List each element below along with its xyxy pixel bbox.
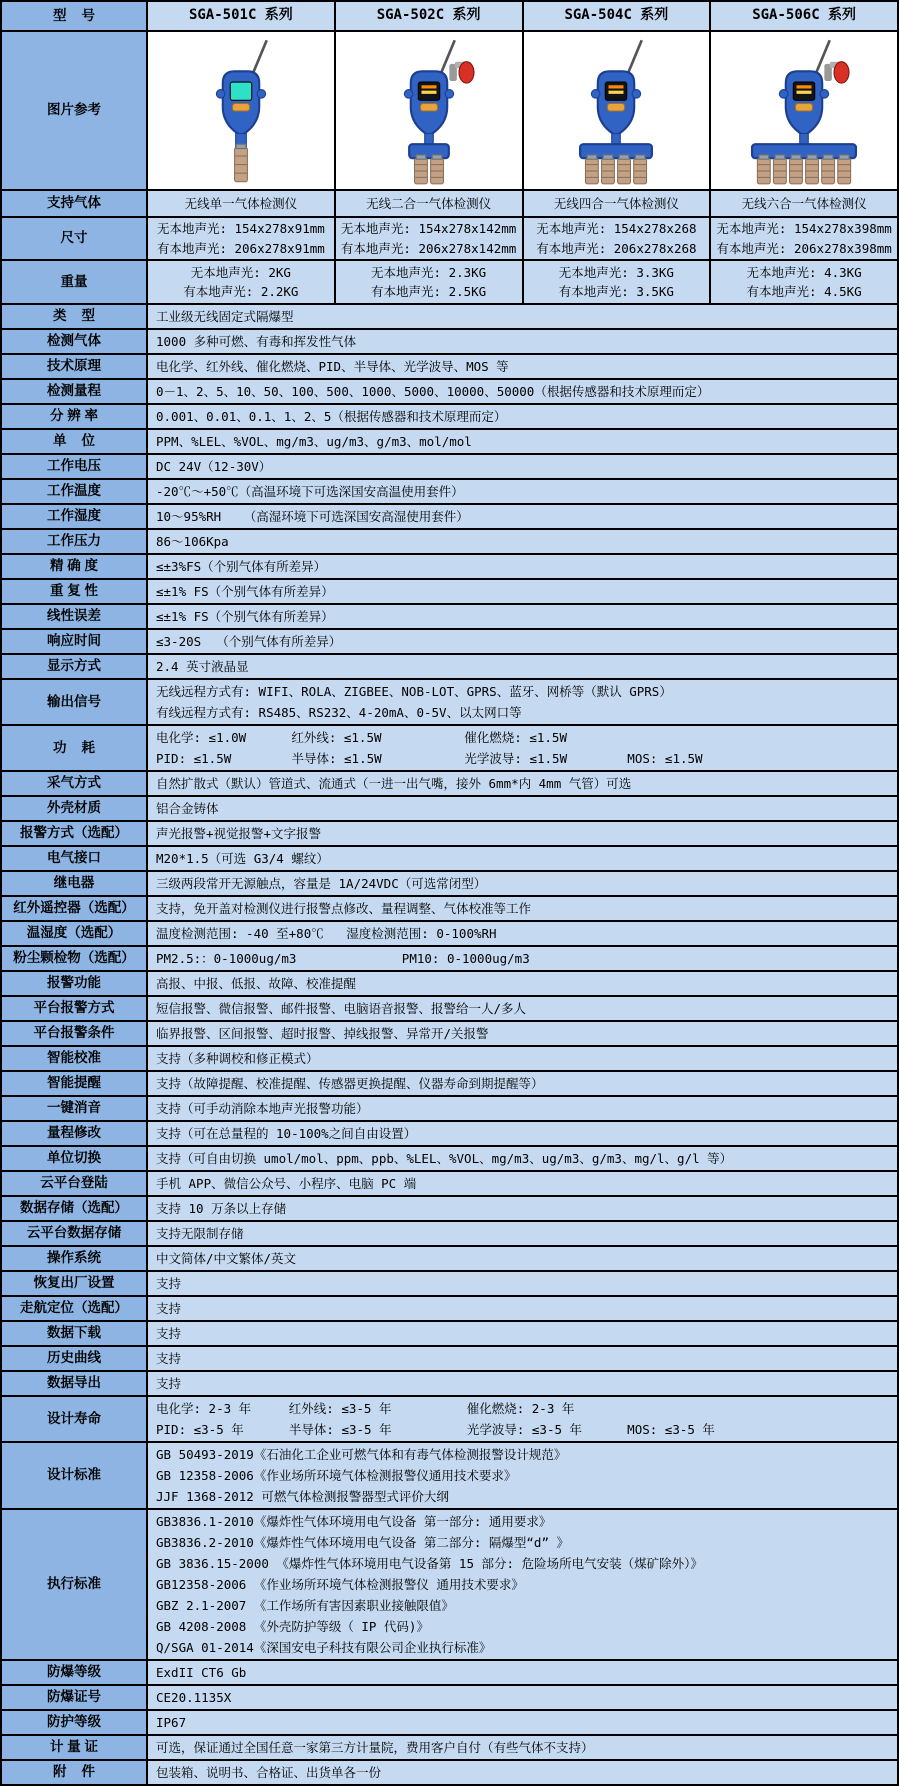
spec-value-line: GB12358-2006 《作业场所环境气体检测报警仪 通用技术要求》 xyxy=(156,1577,524,1592)
spec-label: 重 复 性 xyxy=(2,580,148,603)
spec-row xyxy=(2,897,897,922)
spec-label: 云平台数据存储 xyxy=(2,1222,148,1245)
weight-label: 重量 xyxy=(2,261,148,303)
spec-row xyxy=(2,1172,897,1197)
supported-gas-label: 支持气体 xyxy=(2,191,148,216)
spec-row xyxy=(2,330,897,355)
spec-row xyxy=(2,947,897,972)
spec-row xyxy=(2,505,897,530)
supported-gas-row xyxy=(2,191,897,218)
spec-value-line: 10～95%RH （高湿环境下可选深国安高湿使用套件） xyxy=(156,509,469,524)
spec-value xyxy=(148,1686,897,1709)
spec-value xyxy=(148,1197,897,1220)
spec-row xyxy=(2,355,897,380)
spec-label: 执行标准 xyxy=(2,1510,148,1659)
spec-label: 工作湿度 xyxy=(2,505,148,528)
spec-value-line: ExdII CT6 Gb xyxy=(156,1665,247,1680)
spec-value xyxy=(148,1222,897,1245)
spec-label: 智能校准 xyxy=(2,1047,148,1070)
header-model-label: 型 号 xyxy=(2,2,148,30)
spec-label: 附 件 xyxy=(2,1761,148,1784)
spec-label: 分 辨 率 xyxy=(2,405,148,428)
spec-value xyxy=(148,1711,897,1734)
spec-value-line: 支持 xyxy=(156,1276,182,1291)
spec-value-line: CE20.1135X xyxy=(156,1690,232,1705)
spec-value xyxy=(148,1172,897,1195)
spec-value-line: 86～106Kpa xyxy=(156,534,229,549)
spec-row xyxy=(2,997,897,1022)
spec-value xyxy=(148,772,897,795)
size-line: 无本地声光: 154x278x398mm xyxy=(716,221,892,237)
spec-value-line: 支持 xyxy=(156,1326,182,1341)
spec-value-line: GB 12358-2006《作业场所环境气体检测报警仪通用技术要求》 xyxy=(156,1468,517,1483)
gas-detector-image xyxy=(729,36,879,186)
spec-label: 防爆等级 xyxy=(2,1661,148,1684)
spec-value xyxy=(148,605,897,628)
spec-value xyxy=(148,1122,897,1145)
spec-label: 粉尘颗检物（选配） xyxy=(2,947,148,970)
spec-value xyxy=(148,1022,897,1045)
spec-label: 功 耗 xyxy=(2,726,148,770)
spec-value-line: 铝合金铸体 xyxy=(156,801,219,816)
spec-row xyxy=(2,305,897,330)
spec-value xyxy=(148,972,897,995)
gas-detector-image xyxy=(354,36,504,186)
spec-row xyxy=(2,405,897,430)
spec-value xyxy=(148,1247,897,1270)
size-line: 有本地声光: 206x278x142mm xyxy=(340,240,517,256)
size-line: 有本地声光: 206x278x398mm xyxy=(716,240,892,256)
spec-value-line: -20℃～+50℃（高温环境下可选深国安高温使用套件） xyxy=(156,484,464,499)
weight-value xyxy=(711,261,897,303)
spec-value xyxy=(148,1372,897,1395)
spec-label: 工作温度 xyxy=(2,480,148,503)
spec-label: 历史曲线 xyxy=(2,1347,148,1370)
spec-label: 采气方式 xyxy=(2,772,148,795)
spec-label: 走航定位（选配） xyxy=(2,1297,148,1320)
spec-value-line: 温度检测范围: -40 至+80℃ 湿度检测范围: 0-100%RH xyxy=(156,926,497,941)
weight-value xyxy=(524,261,712,303)
spec-value xyxy=(148,1272,897,1295)
spec-row xyxy=(2,972,897,997)
header-model-sga-501c: SGA-501C 系列 xyxy=(148,2,336,30)
spec-value xyxy=(148,1347,897,1370)
spec-row xyxy=(2,555,897,580)
header-row xyxy=(2,2,897,32)
supported-gas-value: 无线六合一气体检测仪 xyxy=(711,191,897,216)
spec-value xyxy=(148,505,897,528)
spec-value-line: 支持 xyxy=(156,1376,182,1391)
spec-label: 平台报警条件 xyxy=(2,1022,148,1045)
spec-value-line: GB3836.1-2010《爆炸性气体环境用电气设备 第一部分: 通用要求》 xyxy=(156,1514,552,1529)
spec-row xyxy=(2,530,897,555)
spec-value xyxy=(148,922,897,945)
spec-value xyxy=(148,1443,897,1508)
spec-value-line: 支持 xyxy=(156,1351,182,1366)
spec-label: 外壳材质 xyxy=(2,797,148,820)
spec-label: 类 型 xyxy=(2,305,148,328)
size-label: 尺寸 xyxy=(2,218,148,259)
spec-label: 计 量 证 xyxy=(2,1736,148,1759)
spec-value-line: 0－1、2、5、10、50、100、500、1000、5000、10000、50000（根据传感器和技术原理而定） xyxy=(156,384,710,399)
spec-label: 技术原理 xyxy=(2,355,148,378)
spec-label: 工作电压 xyxy=(2,455,148,478)
spec-value xyxy=(148,947,897,970)
spec-value-line: DC 24V（12-30V） xyxy=(156,459,272,474)
spec-value-line: 支持（可自由切换 umol/mol、ppm、ppb、%LEL、%VOL、mg/m3、ug/m3、g/m3、mg/l、g/l 等） xyxy=(156,1151,733,1166)
spec-row xyxy=(2,822,897,847)
supported-gas-value: 无线四合一气体检测仪 xyxy=(524,191,712,216)
spec-value xyxy=(148,480,897,503)
device-image-cell xyxy=(336,32,524,189)
spec-row xyxy=(2,726,897,772)
weight-value xyxy=(336,261,524,303)
weight-line: 有本地声光: 4.5KG xyxy=(746,284,862,299)
spec-value-line: M20*1.5（可选 G3/4 螺纹） xyxy=(156,851,329,866)
spec-value xyxy=(148,897,897,920)
weight-line: 无本地声光: 2KG xyxy=(190,264,291,280)
size-value xyxy=(524,218,712,259)
spec-value xyxy=(148,1661,897,1684)
spec-value-line: 0.001、0.01、0.1、1、2、5（根据传感器和技术原理而定） xyxy=(156,409,507,424)
spec-label: 报警功能 xyxy=(2,972,148,995)
spec-value-line: 支持（多种调校和修正模式） xyxy=(156,1051,319,1066)
spec-value-line: PID: ≤3-5 年 半导体: ≤3-5 年 光学波导: ≤3-5 年 MOS: ≤3-5 年 xyxy=(156,1422,715,1437)
spec-value-line: 支持无限制存储 xyxy=(156,1226,244,1241)
spec-label: 智能提醒 xyxy=(2,1072,148,1095)
spec-value-line: 支持（故障提醒、校准提醒、传感器更换提醒、仪器寿命到期提醒等） xyxy=(156,1076,544,1091)
spec-value-line: 三级两段常开无源触点，容量是 1A/24VDC（可选常闭型） xyxy=(156,876,487,891)
spec-row xyxy=(2,1147,897,1172)
spec-row xyxy=(2,1022,897,1047)
spec-label: 继电器 xyxy=(2,872,148,895)
spec-value-line: 支持，免开盖对检测仪进行报警点修改、量程调整、气体校准等工作 xyxy=(156,901,532,916)
spec-value-line: PPM、%LEL、%VOL、mg/m3、ug/m3、g/m3、mol/mol xyxy=(156,434,472,449)
spec-row xyxy=(2,455,897,480)
spec-value-line: GBZ 2.1-2007 《工作场所有害因素职业接触限值》 xyxy=(156,1598,454,1613)
specs-body xyxy=(2,305,897,1784)
spec-row xyxy=(2,1736,897,1761)
spec-value xyxy=(148,997,897,1020)
spec-value-line: 有线远程方式有: RS485、RS232、4-20mA、0-5V、以太网口等 xyxy=(156,705,522,720)
spec-row xyxy=(2,605,897,630)
spec-value xyxy=(148,847,897,870)
spec-label: 电气接口 xyxy=(2,847,148,870)
spec-value xyxy=(148,655,897,678)
spec-row xyxy=(2,380,897,405)
device-image-cell xyxy=(711,32,897,189)
weight-line: 无本地声光: 2.3KG xyxy=(371,264,487,280)
spec-row xyxy=(2,1661,897,1686)
spec-value-line: 可选，保证通过全国任意一家第三方计量院，费用客户自付（有些气体不支持） xyxy=(156,1740,594,1755)
spec-label: 温湿度（选配） xyxy=(2,922,148,945)
spec-value xyxy=(148,1322,897,1345)
size-line: 有本地声光: 206x278x268 xyxy=(536,240,697,256)
spec-label: 精 确 度 xyxy=(2,555,148,578)
spec-value xyxy=(148,680,897,724)
spec-value xyxy=(148,455,897,478)
spec-label: 检测量程 xyxy=(2,380,148,403)
weight-line: 无本地声光: 4.3KG xyxy=(746,264,862,280)
spec-label: 红外遥控器（选配） xyxy=(2,897,148,920)
spec-row xyxy=(2,772,897,797)
spec-value-line: ≤±3%FS（个别气体有所差异） xyxy=(156,559,327,574)
spec-label: 线性误差 xyxy=(2,605,148,628)
spec-row xyxy=(2,872,897,897)
spec-row xyxy=(2,480,897,505)
spec-label: 报警方式（选配） xyxy=(2,822,148,845)
spec-label: 一键消音 xyxy=(2,1097,148,1120)
spec-value xyxy=(148,1147,897,1170)
spec-label: 操作系统 xyxy=(2,1247,148,1270)
spec-row xyxy=(2,1122,897,1147)
spec-value xyxy=(148,797,897,820)
spec-value xyxy=(148,1397,897,1441)
spec-label: 显示方式 xyxy=(2,655,148,678)
supported-gas-value: 无线二合一气体检测仪 xyxy=(336,191,524,216)
spec-label: 工作压力 xyxy=(2,530,148,553)
spec-row xyxy=(2,655,897,680)
spec-value-line: 包装箱、说明书、合格证、出货单各一份 xyxy=(156,1765,382,1780)
spec-value-line: 中文简体/中文繁体/英文 xyxy=(156,1251,297,1266)
spec-value xyxy=(148,822,897,845)
size-value xyxy=(711,218,897,259)
spec-value xyxy=(148,430,897,453)
size-row xyxy=(2,218,897,261)
size-value xyxy=(336,218,524,259)
spec-value-line: 短信报警、微信报警、邮件报警、电脑语音报警、报警给一人/多人 xyxy=(156,1001,527,1016)
spec-value-line: ≤±1% FS（个别气体有所差异） xyxy=(156,609,334,624)
spec-value-line: Q/SGA 01-2014《深国安电子科技有限公司企业执行标准》 xyxy=(156,1640,492,1655)
spec-row xyxy=(2,1197,897,1222)
spec-label: 数据导出 xyxy=(2,1372,148,1395)
spec-label: 量程修改 xyxy=(2,1122,148,1145)
spec-row xyxy=(2,1322,897,1347)
spec-row xyxy=(2,430,897,455)
spec-value-line: 电化学: 2-3 年 红外线: ≤3-5 年 催化燃烧: 2-3 年 xyxy=(156,1401,575,1416)
spec-value-line: 声光报警+视觉报警+文字报警 xyxy=(156,826,322,841)
spec-value-line: PM2.5:：0-1000ug/m3 PM10: 0-1000ug/m3 xyxy=(156,951,530,966)
spec-value-line: 2.4 英寸液晶显 xyxy=(156,659,249,674)
weight-line: 有本地声光: 2.2KG xyxy=(183,284,299,299)
spec-value-line: ≤±1% FS（个别气体有所差异） xyxy=(156,584,334,599)
weight-line: 无本地声光: 3.3KG xyxy=(558,264,674,280)
spec-value-line: 高报、中报、低报、故障、校准提醒 xyxy=(156,976,357,991)
weight-line: 有本地声光: 2.5KG xyxy=(371,284,487,299)
spec-value-line: 手机 APP、微信公众号、小程序、电脑 PC 端 xyxy=(156,1176,417,1191)
spec-value-line: 无线远程方式有: WIFI、ROLA、ZIGBEE、NOB-LOT、GPRS、蓝牙、网桥等（默认 GPRS） xyxy=(156,684,672,699)
spec-value xyxy=(148,1047,897,1070)
spec-label: 检测气体 xyxy=(2,330,148,353)
gas-detector-image xyxy=(541,36,691,186)
supported-gas-value: 无线单一气体检测仪 xyxy=(148,191,336,216)
spec-label: 响应时间 xyxy=(2,630,148,653)
header-model-sga-504c: SGA-504C 系列 xyxy=(524,2,712,30)
spec-value xyxy=(148,405,897,428)
spec-value xyxy=(148,305,897,328)
size-line: 无本地声光: 154x278x91mm xyxy=(156,221,325,237)
spec-label: 平台报警方式 xyxy=(2,997,148,1020)
header-model-sga-502c: SGA-502C 系列 xyxy=(336,2,524,30)
spec-row xyxy=(2,1272,897,1297)
header-model-sga-506c: SGA-506C 系列 xyxy=(711,2,897,30)
spec-value-line: 1000 多种可燃、有毒和挥发性气体 xyxy=(156,334,357,349)
spec-row xyxy=(2,1510,897,1661)
spec-label: 防爆证号 xyxy=(2,1686,148,1709)
weight-row xyxy=(2,261,897,305)
spec-row xyxy=(2,1372,897,1397)
spec-row xyxy=(2,847,897,872)
weight-value xyxy=(148,261,336,303)
spec-row xyxy=(2,580,897,605)
size-line: 无本地声光: 154x278x142mm xyxy=(340,221,517,237)
spec-row xyxy=(2,1072,897,1097)
spec-value xyxy=(148,1736,897,1759)
device-image-cell xyxy=(524,32,712,189)
spec-value-line: 支持 xyxy=(156,1301,182,1316)
spec-row xyxy=(2,1686,897,1711)
spec-value-line: PID: ≤1.5W 半导体: ≤1.5W 光学波导: ≤1.5W MOS: ≤1.5W xyxy=(156,751,703,766)
spec-label: 数据存储（选配） xyxy=(2,1197,148,1220)
spec-value xyxy=(148,555,897,578)
spec-row xyxy=(2,1443,897,1510)
size-line: 无本地声光: 154x278x268 xyxy=(536,221,697,237)
spec-value-line: 电化学、红外线、催化燃烧、PID、半导体、光学波导、MOS 等 xyxy=(156,359,509,374)
spec-value-line: 支持 10 万条以上存储 xyxy=(156,1201,287,1216)
spec-row xyxy=(2,1297,897,1322)
spec-label: 防护等级 xyxy=(2,1711,148,1734)
spec-row xyxy=(2,630,897,655)
spec-label: 云平台登陆 xyxy=(2,1172,148,1195)
image-row xyxy=(2,32,897,191)
spec-row xyxy=(2,1222,897,1247)
size-value xyxy=(148,218,336,259)
spec-row xyxy=(2,680,897,726)
spec-label: 输出信号 xyxy=(2,680,148,724)
spec-value xyxy=(148,1297,897,1320)
spec-label: 设计标准 xyxy=(2,1443,148,1508)
spec-value xyxy=(148,1761,897,1784)
spec-label: 恢复出厂设置 xyxy=(2,1272,148,1295)
spec-value xyxy=(148,380,897,403)
spec-value xyxy=(148,330,897,353)
spec-value-line: GB 3836.15-2000 《爆炸性气体环境用电气设备第 15 部分: 危险场所电气安装（煤矿除外）》 xyxy=(156,1556,703,1571)
spec-value-line: 临界报警、区间报警、超时报警、掉线报警、异常开/关报警 xyxy=(156,1026,489,1041)
spec-value xyxy=(148,630,897,653)
spec-value xyxy=(148,355,897,378)
spec-row xyxy=(2,922,897,947)
spec-value-line: GB 50493-2019《石油化工企业可燃气体和有毒气体检测报警设计规范》 xyxy=(156,1447,567,1462)
weight-line: 有本地声光: 3.5KG xyxy=(558,284,674,299)
spec-value xyxy=(148,530,897,553)
device-image-cell xyxy=(148,32,336,189)
spec-label: 数据下载 xyxy=(2,1322,148,1345)
gas-detector-image xyxy=(166,36,316,186)
spec-value xyxy=(148,1510,897,1659)
spec-row xyxy=(2,1097,897,1122)
spec-value-line: GB 4208-2008 《外壳防护等级（ IP 代码)》 xyxy=(156,1619,429,1634)
spec-value-line: 自然扩散式（默认）管道式、流通式（一进一出气嘴，接外 6mm*内 4mm 气管）可选 xyxy=(156,776,632,791)
spec-value xyxy=(148,726,897,770)
spec-value-line: 工业级无线固定式隔爆型 xyxy=(156,309,294,324)
spec-value xyxy=(148,872,897,895)
spec-value-line: 支持（可在总量程的 10-100%之间自由设置） xyxy=(156,1126,417,1141)
spec-row xyxy=(2,797,897,822)
spec-row xyxy=(2,1711,897,1736)
spec-row xyxy=(2,1761,897,1784)
spec-label: 单 位 xyxy=(2,430,148,453)
image-row-label: 图片参考 xyxy=(2,32,148,189)
spec-value-line: GB3836.2-2010《爆炸性气体环境用电气设备 第二部分: 隔爆型“d” 》 xyxy=(156,1535,570,1550)
spec-value xyxy=(148,1097,897,1120)
spec-label: 单位切换 xyxy=(2,1147,148,1170)
spec-value xyxy=(148,1072,897,1095)
spec-value-line: IP67 xyxy=(156,1715,187,1730)
spec-value-line: 支持（可手动消除本地声光报警功能） xyxy=(156,1101,369,1116)
spec-value-line: JJF 1368-2012 可燃气体检测报警器型式评价大纲 xyxy=(156,1489,449,1504)
spec-label: 设计寿命 xyxy=(2,1397,148,1441)
spec-row xyxy=(2,1247,897,1272)
spec-row xyxy=(2,1397,897,1443)
spec-row xyxy=(2,1347,897,1372)
spec-value-line: 电化学: ≤1.0W 红外线: ≤1.5W 催化燃烧: ≤1.5W xyxy=(156,730,567,745)
size-line: 有本地声光: 206x278x91mm xyxy=(156,240,325,256)
spec-row xyxy=(2,1047,897,1072)
spec-value-line: ≤3-20S （个别气体有所差异） xyxy=(156,634,342,649)
spec-value xyxy=(148,580,897,603)
